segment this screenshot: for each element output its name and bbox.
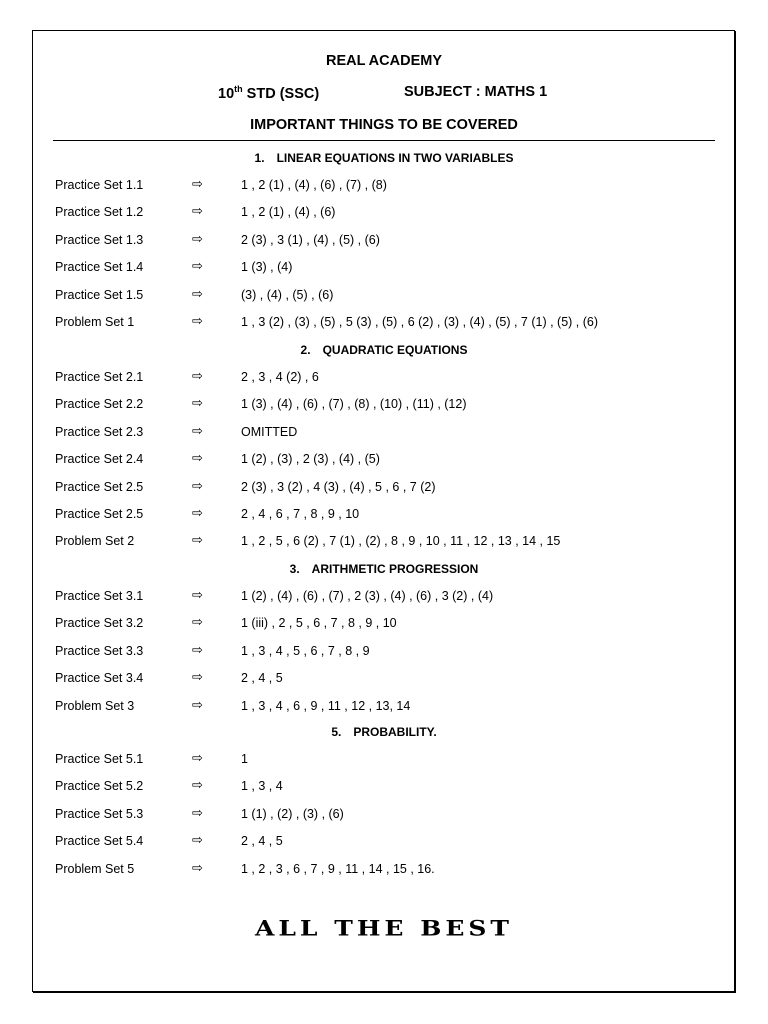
- section-number: 5.: [331, 725, 342, 739]
- right-arrow-icon: ⇨: [192, 478, 203, 494]
- exercise-row: [0, 425, 768, 443]
- exercise-label: Practice Set 2.4: [55, 452, 144, 467]
- exercise-questions: 2 , 4 , 6 , 7 , 8 , 9 , 10: [241, 507, 360, 521]
- exercise-questions: 2 , 4 , 5: [241, 671, 283, 686]
- exercise-questions: 1 (2) , (4) , (6) , (7) , 2 (3) , (4) , (6) , 3 (2) , (4): [241, 589, 494, 603]
- right-arrow-icon: ⇨: [192, 204, 203, 220]
- section-title: [0, 343, 768, 357]
- exercise-label: Practice Set 2.2: [55, 397, 144, 412]
- organization-name: REAL ACADEMY: [325, 53, 442, 69]
- exercise-row: [0, 507, 768, 525]
- exercise-row: [0, 534, 768, 552]
- section-title-text: QUADRATIC EQUATIONS: [322, 343, 468, 357]
- exercise-questions: 2 , 4 , 5: [241, 834, 283, 849]
- exercise-row: [0, 752, 768, 770]
- section-title-text: PROBABILITY.: [353, 725, 437, 739]
- exercise-label: Practice Set 5.4: [55, 834, 144, 849]
- section-title-text: LINEAR EQUATIONS IN TWO VARIABLES: [276, 151, 514, 165]
- exercise-label: Practice Set 5.2: [55, 779, 144, 794]
- right-arrow-icon: ⇨: [192, 506, 203, 521]
- right-arrow-icon: ⇨: [192, 369, 203, 384]
- exercise-questions: 2 (3) , 3 (2) , 4 (3) , (4) , 5 , 6 , 7 (2): [241, 479, 436, 494]
- exercise-row: [0, 452, 768, 470]
- exercise-label: Practice Set 3.4: [55, 671, 144, 686]
- exercise-label: Practice Set 3.1: [55, 589, 144, 603]
- exercise-label: Practice Set 2.5: [55, 479, 144, 494]
- subject-label: SUBJECT : MATHS 1: [404, 84, 548, 100]
- right-arrow-icon: ⇨: [192, 642, 203, 658]
- right-arrow-icon: ⇨: [192, 451, 203, 467]
- exercise-label: Practice Set 1.1: [55, 178, 144, 192]
- exercise-row: [0, 671, 768, 689]
- exercise-row: [0, 205, 768, 223]
- std-suffix: th: [234, 84, 243, 94]
- right-arrow-icon: ⇨: [192, 670, 203, 686]
- exercise-questions: 1 , 3 (2) , (3) , (5) , 5 (3) , (5) , 6 (2) , (3) , (4) , (5) , 7 (1) , (5) , (6): [241, 315, 599, 329]
- section-title: [0, 151, 768, 165]
- section-title-text: ARITHMETIC PROGRESSION: [311, 562, 479, 576]
- exercise-label: Practice Set 1.2: [55, 205, 144, 220]
- exercise-questions: 1 , 2 , 3 , 6 , 7 , 9 , 11 , 14 , 15 , 16.: [241, 861, 435, 876]
- exercise-row: [0, 862, 768, 880]
- exercise-row: [0, 370, 768, 388]
- exercise-row: [0, 616, 768, 634]
- exercise-row: [0, 315, 768, 333]
- right-arrow-icon: ⇨: [192, 177, 203, 192]
- exercise-row: [0, 288, 768, 306]
- exercise-label: Practice Set 2.3: [55, 424, 144, 439]
- footer-message: ALL THE BEST: [254, 916, 514, 941]
- exercise-questions: 2 (3) , 3 (1) , (4) , (5) , (6): [241, 232, 380, 247]
- exercise-row: [0, 397, 768, 415]
- exercise-row: [0, 699, 768, 717]
- exercise-label: Practice Set 5.3: [55, 806, 144, 821]
- right-arrow-icon: ⇨: [192, 314, 203, 329]
- std-number: 10: [218, 86, 235, 102]
- exercise-questions: 1 (iii) , 2 , 5 , 6 , 7 , 8 , 9 , 10: [241, 616, 397, 631]
- right-arrow-icon: ⇨: [192, 423, 203, 439]
- exercise-label: Practice Set 3.3: [55, 643, 144, 658]
- std-rest: STD (SSC): [242, 86, 320, 102]
- exercise-label: Practice Set 5.1: [55, 752, 144, 766]
- exercise-label: Practice Set 2.5: [55, 507, 144, 521]
- right-arrow-icon: ⇨: [192, 396, 203, 412]
- right-arrow-icon: ⇨: [192, 615, 203, 631]
- exercise-label: Practice Set 1.4: [55, 260, 144, 275]
- exercise-row: [0, 233, 768, 251]
- exercise-questions: 1 (1) , (2) , (3) , (6): [241, 806, 344, 821]
- exercise-label: Practice Set 1.5: [55, 287, 144, 302]
- exercise-row: [0, 834, 768, 852]
- exercise-questions: (3) , (4) , (5) , (6): [241, 287, 334, 302]
- exercise-row: [0, 480, 768, 498]
- right-arrow-icon: ⇨: [192, 805, 203, 821]
- exercise-questions: 1 , 3 , 4 , 6 , 9 , 11 , 12 , 13, 14: [241, 698, 411, 713]
- right-arrow-icon: ⇨: [192, 231, 203, 247]
- right-arrow-icon: ⇨: [192, 259, 203, 275]
- std-label: [218, 84, 319, 102]
- exercise-questions: 1 (3) , (4) , (6) , (7) , (8) , (10) , (11) , (12): [241, 397, 467, 412]
- exercise-label: Practice Set 1.3: [55, 232, 144, 247]
- exercise-row: [0, 589, 768, 607]
- exercise-questions: 1 , 2 , 5 , 6 (2) , 7 (1) , (2) , 8 , 9 , 10 , 11 , 12 , 13 , 14 , 15: [241, 534, 561, 549]
- section-number: 1.: [254, 151, 265, 165]
- exercise-label: Practice Set 3.2: [55, 616, 144, 631]
- right-arrow-icon: ⇨: [192, 751, 203, 766]
- exercise-questions: 1 , 3 , 4 , 5 , 6 , 7 , 8 , 9: [241, 643, 370, 658]
- title-underline: [53, 140, 715, 141]
- exercise-questions: 1 , 3 , 4: [241, 779, 283, 794]
- exercise-questions: 2 , 3 , 4 (2) , 6: [241, 370, 319, 384]
- right-arrow-icon: ⇨: [192, 833, 203, 849]
- exercise-row: [0, 644, 768, 662]
- exercise-questions: 1: [241, 752, 248, 766]
- exercise-row: [0, 178, 768, 196]
- right-arrow-icon: ⇨: [192, 286, 203, 302]
- page-title: IMPORTANT THINGS TO BE COVERED: [250, 117, 518, 133]
- right-arrow-icon: ⇨: [192, 533, 203, 549]
- exercise-questions: OMITTED: [241, 424, 298, 439]
- exercise-label: Problem Set 3: [55, 698, 135, 713]
- exercise-questions: 1 (3) , (4): [241, 260, 293, 275]
- exercise-label: Problem Set 5: [55, 861, 135, 876]
- right-arrow-icon: ⇨: [192, 778, 203, 794]
- exercise-questions: 1 , 2 (1) , (4) , (6) , (7) , (8): [241, 178, 387, 192]
- exercise-row: [0, 260, 768, 278]
- exercise-row: [0, 779, 768, 797]
- exercise-label: Problem Set 2: [55, 534, 135, 549]
- section-title: [0, 725, 768, 739]
- exercise-questions: 1 , 2 (1) , (4) , (6): [241, 205, 336, 220]
- exercise-label: Problem Set 1: [55, 315, 135, 329]
- section-number: 3.: [289, 562, 300, 576]
- right-arrow-icon: ⇨: [192, 697, 203, 713]
- section-number: 2.: [300, 343, 311, 357]
- right-arrow-icon: ⇨: [192, 860, 203, 876]
- exercise-label: Practice Set 2.1: [55, 370, 144, 384]
- exercise-questions: 1 (2) , (3) , 2 (3) , (4) , (5): [241, 452, 380, 467]
- right-arrow-icon: ⇨: [192, 588, 203, 603]
- section-title: [0, 562, 768, 576]
- exercise-row: [0, 807, 768, 825]
